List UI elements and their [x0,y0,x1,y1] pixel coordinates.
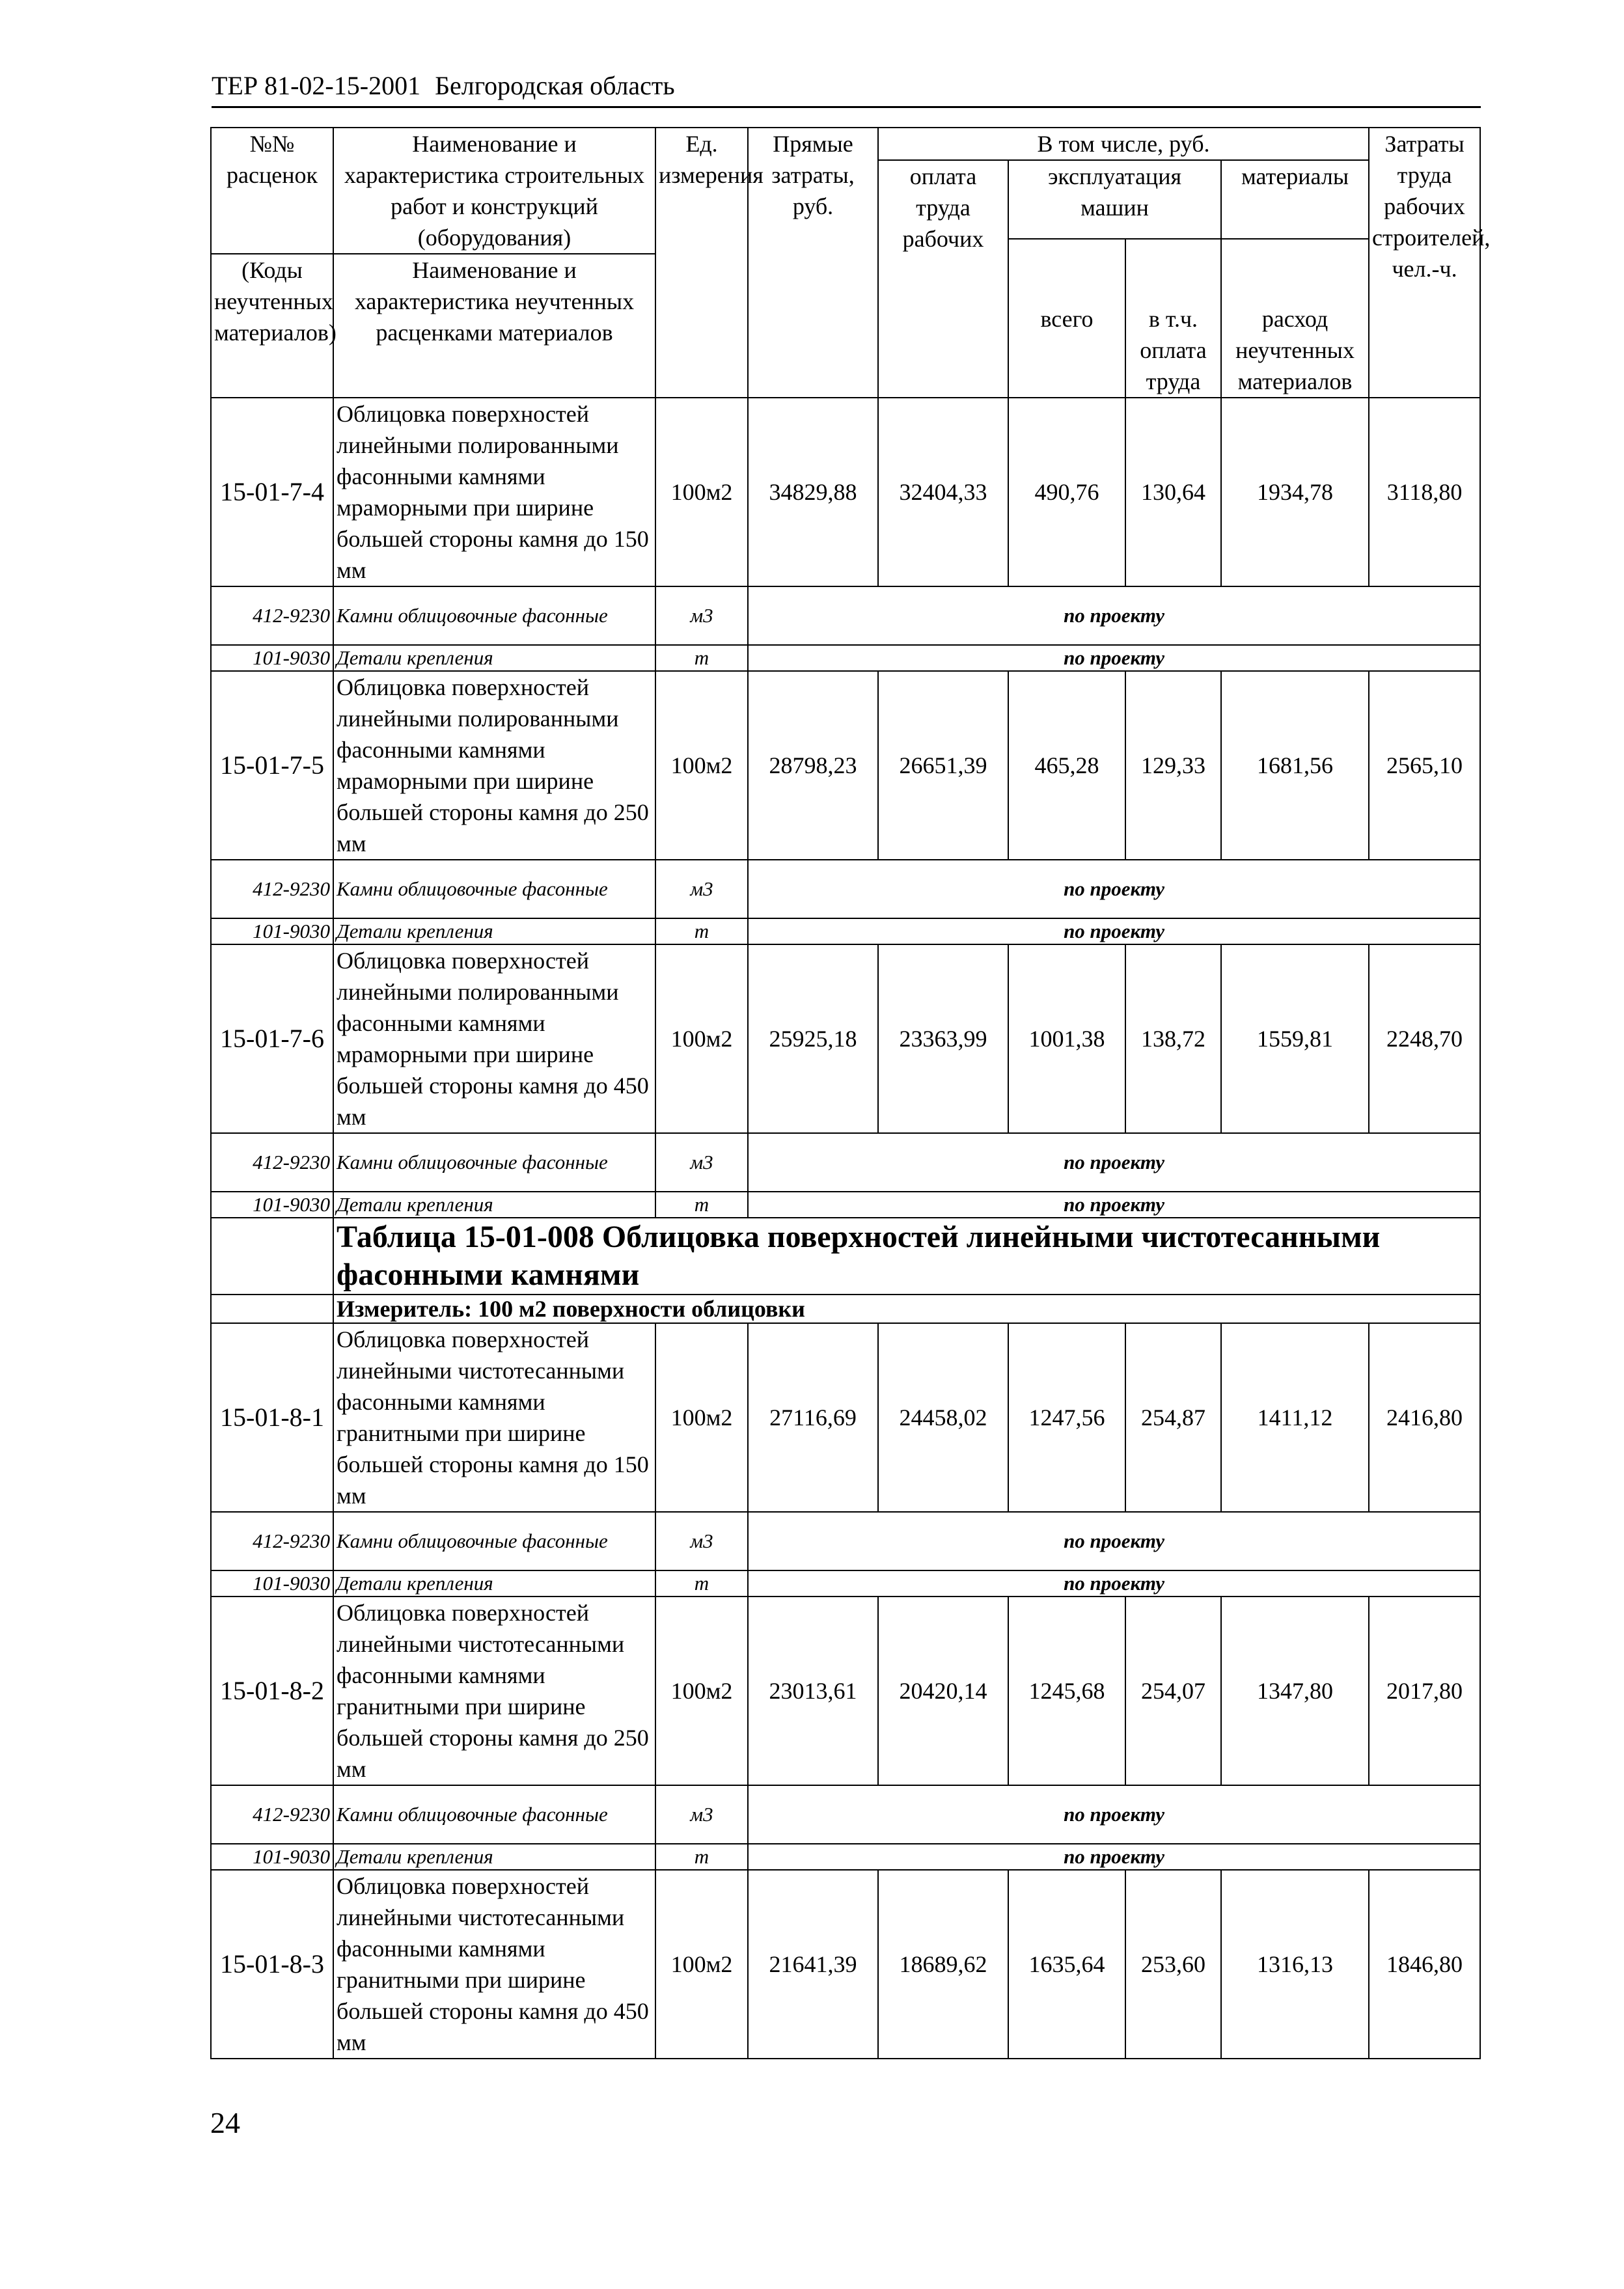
material-row [211,1512,1480,1570]
material-unit: т [655,645,748,671]
material-row [211,1192,1480,1218]
material-name: Детали крепления [333,1570,655,1597]
rate-code: 15-01-7-5 [211,671,333,860]
material-unit: т [655,1192,748,1218]
material-row [211,645,1480,671]
material-name: Камни облицовочные фасонные [333,1512,655,1570]
rate-machines-pay: 138,72 [1125,944,1221,1133]
rate-materials: 1934,78 [1221,398,1369,586]
price-table [210,127,1491,2059]
material-unit: т [655,1570,748,1597]
material-name: Детали крепления [333,645,655,671]
material-note: по проекту [748,860,1480,918]
material-row [211,586,1480,645]
material-unit: м3 [655,1133,748,1192]
rate-workers: 3118,80 [1369,398,1480,586]
material-code: 101-9030 [211,1570,333,1597]
page-header [212,70,1481,108]
rate-machines-pay: 254,87 [1125,1323,1221,1512]
rate-labor-pay: 32404,33 [878,398,1008,586]
section-title: Таблица 15-01-008 Облицовка поверхностей линейными чистотесанными фасонными камнями [333,1218,1480,1295]
col-labor-header: оплата труда рабочих [878,160,1008,398]
material-name: Камни облицовочные фасонные [333,860,655,918]
col-mat-unaccounted-header: расход неучтенных материалов [1221,239,1369,398]
rate-machines-pay: 130,64 [1125,398,1221,586]
rate-code: 15-01-7-6 [211,944,333,1133]
rate-name: Облицовка поверхностей линейными чистотесанными фасонными камнями гранитными при ширине большей стороны камня до 150 мм [333,1323,655,1512]
rate-code: 15-01-8-2 [211,1597,333,1785]
rate-code: 15-01-8-3 [211,1870,333,2059]
material-code: 101-9030 [211,1192,333,1218]
material-unit: м3 [655,860,748,918]
section-row [211,1218,1480,1295]
rate-labor-pay: 26651,39 [878,671,1008,860]
material-row [211,1844,1480,1870]
col-direct-header: Прямые затраты, руб. [748,128,878,398]
rate-workers: 2248,70 [1369,944,1480,1133]
rate-workers: 2017,80 [1369,1597,1480,1785]
material-note: по проекту [748,1192,1480,1218]
col-including-header: В том числе, руб. [878,128,1369,160]
rate-materials: 1411,12 [1221,1323,1369,1512]
material-note: по проекту [748,1133,1480,1192]
rate-name: Облицовка поверхностей линейными чистотесанными фасонными камнями гранитными при ширине большей стороны камня до 250 мм [333,1597,655,1785]
material-row [211,860,1480,918]
rate-row [211,398,1480,586]
col-name2-header: Наименование и характеристика неучтенных расценками материалов [333,254,655,398]
rate-direct-cost: 25925,18 [748,944,878,1133]
rate-labor-pay: 18689,62 [878,1870,1008,2059]
material-row [211,1570,1480,1597]
rate-machines-total: 490,76 [1008,398,1125,586]
material-code: 412-9230 [211,1785,333,1844]
region-name: Белгородская область [435,71,675,100]
rate-direct-cost: 23013,61 [748,1597,878,1785]
material-unit: м3 [655,1512,748,1570]
col-code-header: №№ расценок [211,128,333,254]
rate-materials: 1347,80 [1221,1597,1369,1785]
material-name: Детали крепления [333,918,655,944]
material-note: по проекту [748,1512,1480,1570]
table-body [211,128,1491,2059]
rate-code: 15-01-7-4 [211,398,333,586]
rate-workers: 2416,80 [1369,1323,1480,1512]
header-row-1 [211,128,1480,160]
material-note: по проекту [748,1844,1480,1870]
rate-labor-pay: 20420,14 [878,1597,1008,1785]
rate-machines-total: 1635,64 [1008,1870,1125,2059]
rate-unit: 100м2 [655,398,748,586]
material-name: Камни облицовочные фасонные [333,1133,655,1192]
col-workers-header: Затраты труда рабочих строителей, чел.-ч. [1369,128,1480,398]
material-code: 101-9030 [211,918,333,944]
rate-materials: 1559,81 [1221,944,1369,1133]
material-code: 412-9230 [211,586,333,645]
section-measure: Измеритель: 100 м2 поверхности облицовки [333,1295,1480,1323]
rate-row [211,1323,1480,1512]
col-unit-header: Ед. измерения [655,128,748,398]
material-unit: м3 [655,586,748,645]
rate-workers: 2565,10 [1369,671,1480,860]
material-note: по проекту [748,918,1480,944]
page-number: 24 [210,2106,240,2139]
rate-name: Облицовка поверхностей линейными полированными фасонными камнями мраморными при ширине большей стороны камня до 450 мм [333,944,655,1133]
material-code: 101-9030 [211,645,333,671]
material-note: по проекту [748,1570,1480,1597]
material-code: 101-9030 [211,1844,333,1870]
rate-unit: 100м2 [655,944,748,1133]
material-unit: м3 [655,1785,748,1844]
material-name: Детали крепления [333,1844,655,1870]
rate-workers: 1846,80 [1369,1870,1480,2059]
rate-direct-cost: 21641,39 [748,1870,878,2059]
rate-unit: 100м2 [655,1323,748,1512]
rate-machines-total: 1247,56 [1008,1323,1125,1512]
material-row [211,1785,1480,1844]
rate-row [211,1870,1480,2059]
material-row [211,918,1480,944]
rate-direct-cost: 34829,88 [748,398,878,586]
rate-unit: 100м2 [655,1597,748,1785]
material-unit: т [655,1844,748,1870]
rate-machines-pay: 253,60 [1125,1870,1221,2059]
rate-name: Облицовка поверхностей линейными полированными фасонными камнями мраморными при ширине большей стороны камня до 150 мм [333,398,655,586]
section-blank-cell [211,1218,333,1295]
col-materials-header: материалы [1221,160,1369,239]
rate-unit: 100м2 [655,671,748,860]
material-code: 412-9230 [211,860,333,918]
col-mach-pay-header: в т.ч. оплата труда [1125,239,1221,398]
material-name: Детали крепления [333,1192,655,1218]
rate-machines-pay: 129,33 [1125,671,1221,860]
rate-direct-cost: 28798,23 [748,671,878,860]
measure-blank-cell [211,1295,333,1323]
material-note: по проекту [748,1785,1480,1844]
material-row [211,1133,1480,1192]
col-machines-header: эксплуатация машин [1008,160,1221,239]
material-note: по проекту [748,645,1480,671]
rate-materials: 1681,56 [1221,671,1369,860]
material-name: Камни облицовочные фасонные [333,586,655,645]
rate-machines-total: 1245,68 [1008,1597,1125,1785]
material-name: Камни облицовочные фасонные [333,1785,655,1844]
rate-code: 15-01-8-1 [211,1323,333,1512]
rate-labor-pay: 23363,99 [878,944,1008,1133]
material-unit: т [655,918,748,944]
rate-row [211,944,1480,1133]
material-code: 412-9230 [211,1133,333,1192]
rate-machines-pay: 254,07 [1125,1597,1221,1785]
rate-materials: 1316,13 [1221,1870,1369,2059]
rate-name: Облицовка поверхностей линейными чистотесанными фасонными камнями гранитными при ширине большей стороны камня до 450 мм [333,1870,655,2059]
material-note: по проекту [748,586,1480,645]
rate-row [211,671,1480,860]
rate-name: Облицовка поверхностей линейными полированными фасонными камнями мраморными при ширине большей стороны камня до 250 мм [333,671,655,860]
rate-direct-cost: 27116,69 [748,1323,878,1512]
rate-labor-pay: 24458,02 [878,1323,1008,1512]
col-code2-header: (Коды неучтенных материалов) [211,254,333,398]
price-table-wrap [210,127,1491,2059]
rate-machines-total: 465,28 [1008,671,1125,860]
rate-machines-total: 1001,38 [1008,944,1125,1133]
rate-unit: 100м2 [655,1870,748,2059]
col-name-header: Наименование и характеристика строительных работ и конструкций (оборудования) [333,128,655,254]
rate-row [211,1597,1480,1785]
material-code: 412-9230 [211,1512,333,1570]
col-mach-total-header: всего [1008,239,1125,398]
measure-row [211,1295,1480,1323]
doc-code: ТЕР 81-02-15-2001 [212,71,421,100]
